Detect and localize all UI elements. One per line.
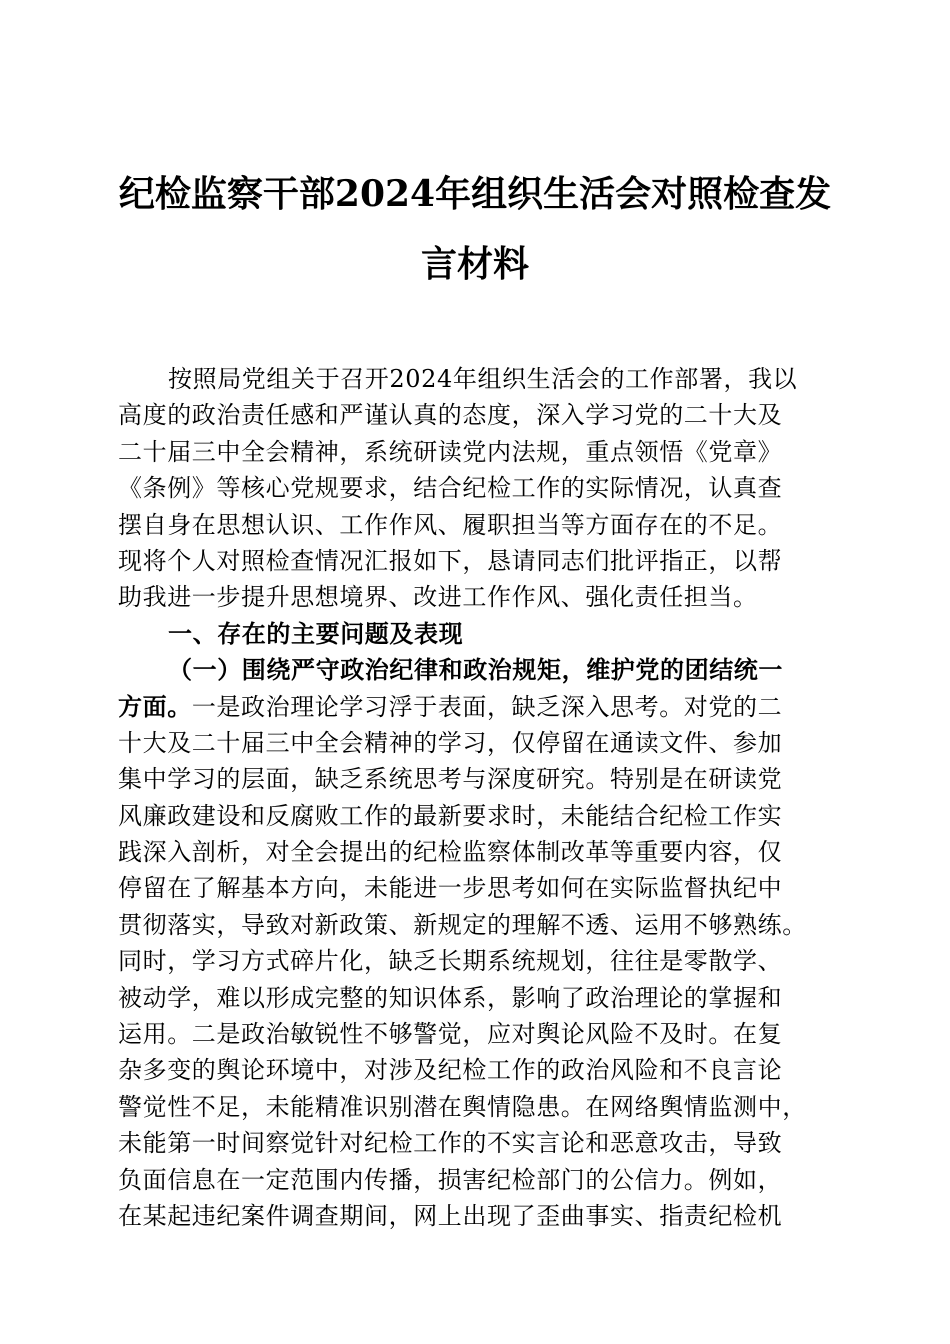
paragraph-line: 负面信息在一定范围内传播，损害纪检部门的公信力。例如， [118,1165,783,1194]
document-body [118,361,832,1234]
paragraph-text: 一是政治理论学习浮于表面，缺乏深入思考。对党的二 [191,692,783,721]
document-title-line-1: 纪检监察干部2024年组织生活会对照检查发 [118,173,832,215]
paragraph-line: 摆自身在思想认识、工作作风、履职担当等方面存在的不足。 [118,510,783,539]
paragraph-line: 十大及二十届三中全会精神的学习，仅停留在通读文件、参加 [118,728,783,757]
paragraph-line: 警觉性不足，未能精准识别潜在舆情隐患。在网络舆情监测中， [118,1092,807,1121]
subheading-text: （一）围绕严守政治纪律和政治规矩，维护党的团结统一 [168,655,783,685]
paragraph-line: 按照局党组关于召开2024年组织生活会的工作部署，我以 [168,365,798,393]
section-heading: 一、存在的主要问题及表现 [168,618,464,648]
paragraph-line [118,689,832,725]
subheading-text-end: 方面。 [118,691,192,721]
paragraph-line: 在某起违纪案件调查期间，网上出现了歪曲事实、指责纪检机 [118,1201,783,1230]
paragraph-line: 《条例》等核心党规要求，结合纪检工作的实际情况，认真查 [118,474,783,503]
paragraph-line: 未能第一时间察觉针对纪检工作的不实言论和恶意攻击，导致 [118,1129,783,1158]
paragraph-line: 助我进一步提升思想境界、改进工作作风、强化责任担当。 [118,583,758,612]
paragraph-line: 同时，学习方式碎片化，缺乏长期系统规划，往往是零散学、 [118,947,783,976]
paragraph-line: 二十届三中全会精神，系统研读党内法规，重点领悟《党章》 [118,437,783,466]
paragraph-line: 现将个人对照检查情况汇报如下，恳请同志们批评指正，以帮 [118,546,783,575]
paragraph-line: 运用。二是政治敏锐性不够警觉，应对舆论风险不及时。在复 [118,1020,783,1049]
paragraph-line: 风廉政建设和反腐败工作的最新要求时，未能结合纪检工作实 [118,801,783,830]
paragraph-line: 贯彻落实，导致对新政策、新规定的理解不透、运用不够熟练。 [118,910,807,939]
document-title-line-2: 言材料 [420,243,529,285]
paragraph-line: 践深入剖析，对全会提出的纪检监察体制改革等重要内容，仅 [118,838,783,867]
paragraph-line: 被动学，难以形成完整的知识体系，影响了政治理论的掌握和 [118,983,783,1012]
paragraph-line: 高度的政治责任感和严谨认真的态度，深入学习党的二十大及 [118,401,783,430]
paragraph-line: 集中学习的层面，缺乏系统思考与深度研究。特别是在研读党 [118,765,783,794]
paragraph-line: 停留在了解基本方向，未能进一步思考如何在实际监督执纪中 [118,874,783,903]
paragraph-line: 杂多变的舆论环境中，对涉及纪检工作的政治风险和不良言论 [118,1056,783,1085]
subheading-line [118,652,832,688]
